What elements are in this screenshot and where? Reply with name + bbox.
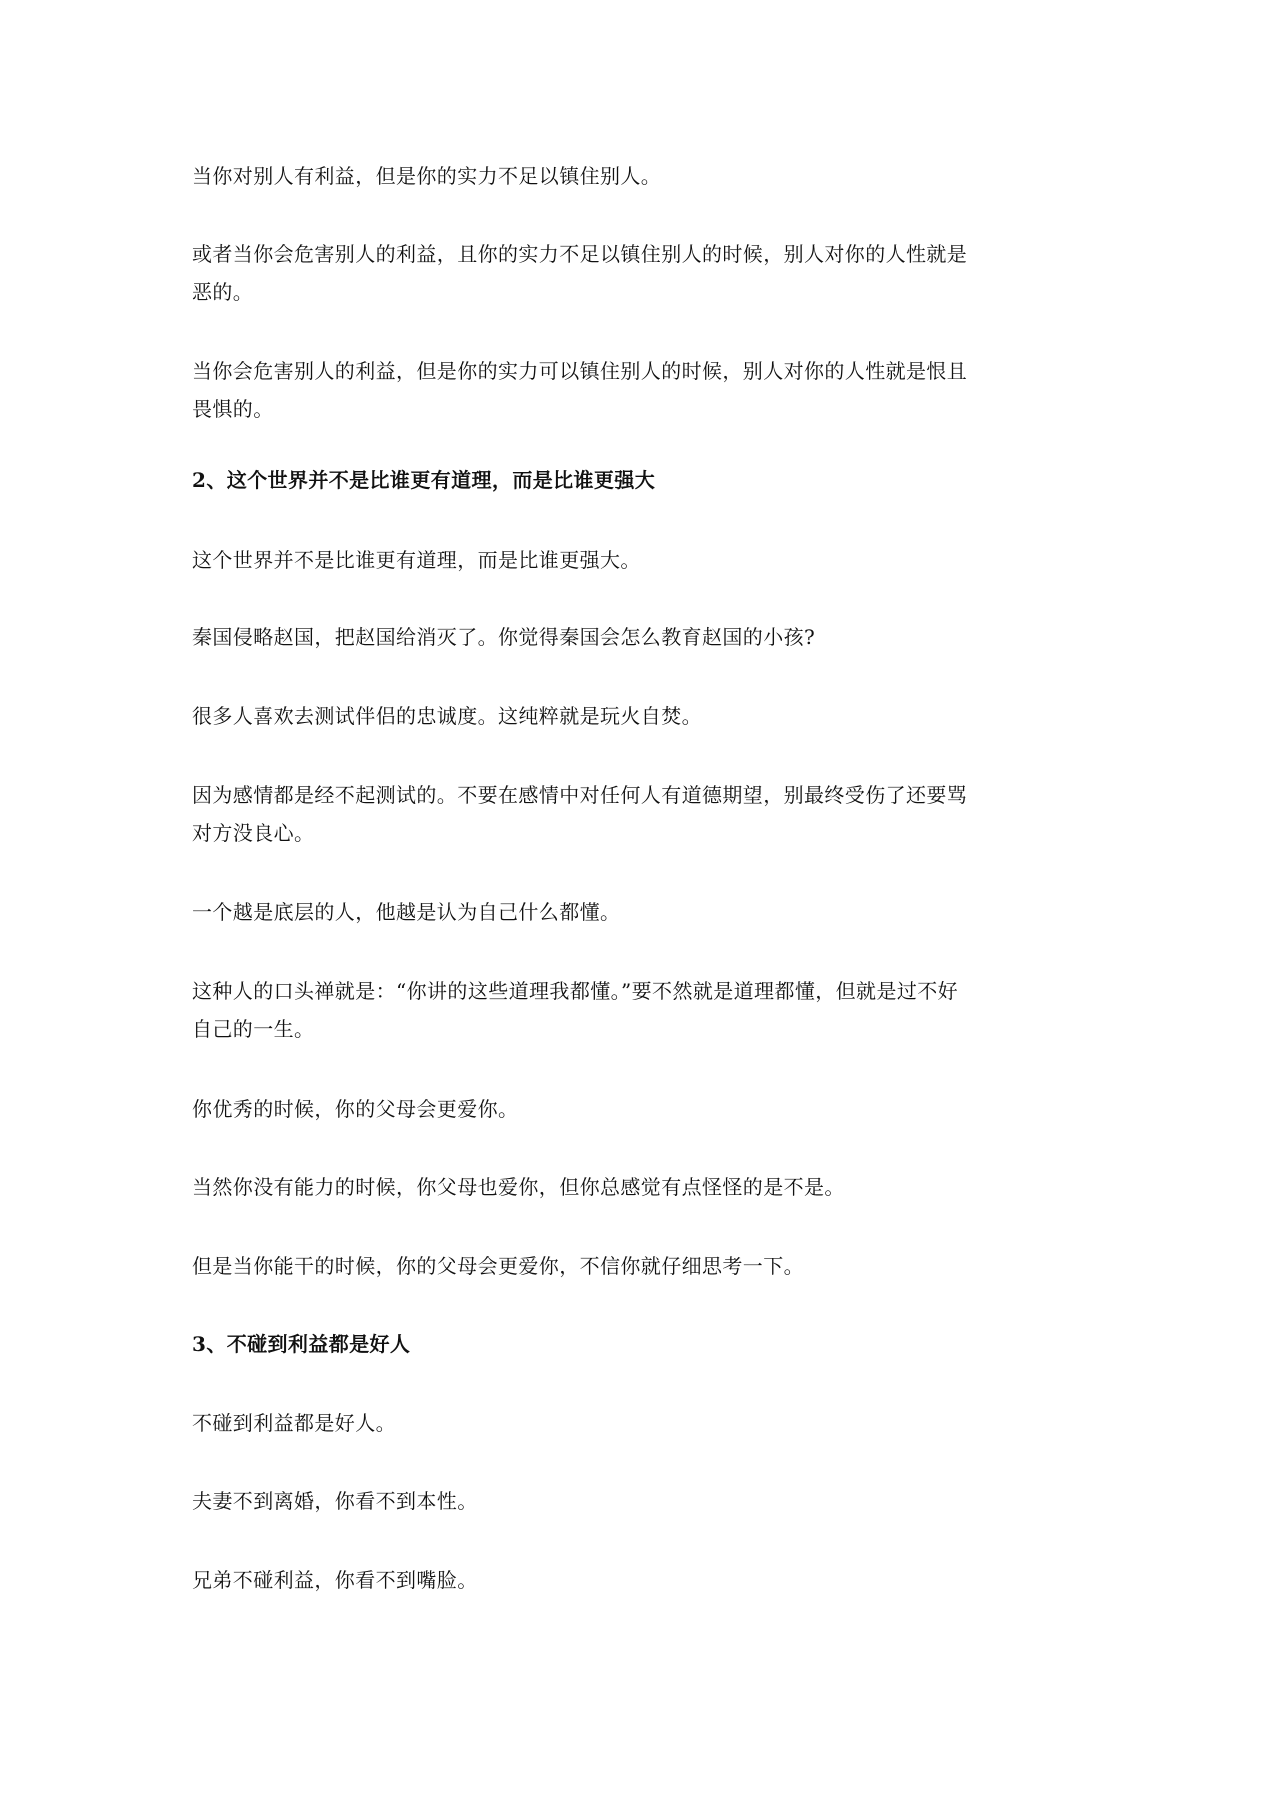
section-heading [192,461,1092,499]
paragraph [192,893,1092,931]
section-heading-text: 3、不碰到利益都是好人 [192,1332,411,1356]
paragraph [192,1247,1092,1285]
paragraph-line: 当你对别人有利益，但是你的实力不足以镇住别人。 [192,164,662,188]
paragraph-line: 你优秀的时候，你的父母会更爱你。 [192,1097,519,1121]
paragraph-line: 不碰到利益都是好人。 [192,1411,396,1435]
paragraph [192,541,1092,579]
paragraph [192,1482,1092,1520]
paragraph-line: 自己的一生。 [192,1017,315,1041]
paragraph-line: 这种人的口头禅就是：“你讲的这些道理我都懂。”要不然就是道理都懂，但就是过不好 [192,979,959,1003]
paragraph-line: 畏惧的。 [192,397,274,421]
paragraph-line: 因为感情都是经不起测试的。不要在感情中对任何人有道德期望，别最终受伤了还要骂 [192,783,968,807]
paragraph-line: 恶的。 [192,280,254,304]
paragraph-line: 对方没良心。 [192,821,315,845]
section-heading-text: 2、这个世界并不是比谁更有道理，而是比谁更强大 [192,468,656,492]
paragraph-line: 当你会危害别人的利益，但是你的实力可以镇住别人的时候，别人对你的人性就是恨且 [192,359,968,383]
section-heading [192,1325,1092,1363]
paragraph-line: 但是当你能干的时候，你的父母会更爱你，不信你就仔细思考一下。 [192,1254,804,1278]
paragraph-line: 兄弟不碰利益，你看不到嘴脸。 [192,1568,478,1592]
paragraph-line: 很多人喜欢去测试伴侣的忠诚度。这纯粹就是玩火自焚。 [192,704,702,728]
paragraph-line: 一个越是底层的人，他越是认为自己什么都懂。 [192,900,621,924]
paragraph-line: 这个世界并不是比谁更有道理，而是比谁更强大。 [192,548,641,572]
paragraph-line: 或者当你会危害别人的利益，且你的实力不足以镇住别人的时候，别人对你的人性就是 [192,242,968,266]
paragraph-line: 秦国侵略赵国，把赵国给消灭了。你觉得秦国会怎么教育赵国的小孩? [192,625,816,649]
paragraph [192,776,1092,852]
paragraph [192,618,1092,656]
paragraph [192,352,1092,428]
paragraph [192,1168,1092,1206]
paragraph [192,697,1092,735]
paragraph-line: 当然你没有能力的时候，你父母也爱你，但你总感觉有点怪怪的是不是。 [192,1175,845,1199]
paragraph [192,1090,1092,1128]
paragraph [192,1404,1092,1442]
paragraph [192,157,1092,195]
paragraph [192,1561,1092,1599]
paragraph [192,972,1092,1048]
paragraph-line: 夫妻不到离婚，你看不到本性。 [192,1489,478,1513]
paragraph [192,235,1092,311]
